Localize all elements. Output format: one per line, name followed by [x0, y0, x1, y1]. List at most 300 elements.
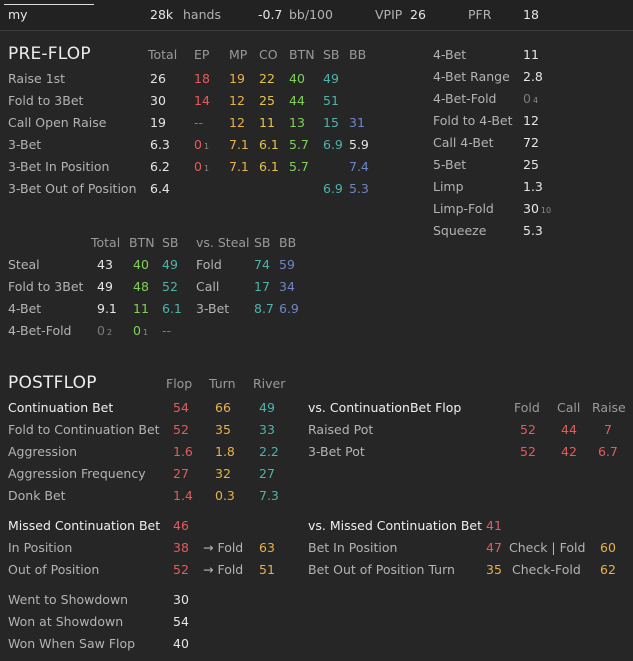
steal-cell[interactable] [162, 323, 171, 339]
preflop-right-value-text: 5.3 [523, 223, 543, 238]
vs-missed-row-v2-text: 62 [600, 562, 616, 577]
preflop-cell-text: 22 [259, 71, 275, 86]
showdown-value[interactable] [173, 592, 189, 608]
preflop-cell[interactable] [150, 137, 170, 153]
preflop-right-value[interactable] [523, 157, 539, 173]
preflop-cell-text: 0 [194, 159, 202, 174]
vs-cbet-fold-text: 52 [520, 444, 536, 459]
missed-row-arrow [203, 540, 243, 556]
vs-cbet-fold[interactable] [520, 422, 536, 438]
preflop-cell-text: 19 [229, 71, 245, 86]
preflop-right-label-text: Fold to 4-Bet [433, 113, 513, 128]
vs-cbet-raise[interactable] [598, 444, 618, 460]
preflop-cell[interactable] [194, 71, 210, 87]
vs-steal-row-label-text: 3-Bet [196, 301, 230, 316]
steal-header-total [91, 235, 120, 251]
vs-cbet-call-text: 42 [561, 444, 577, 459]
postflop-cell-text: 27 [173, 466, 189, 481]
preflop-cell[interactable] [259, 93, 275, 109]
missed-row-value-text: 38 [173, 540, 189, 555]
showdown-label-text: Won When Saw Flop [8, 636, 136, 651]
vs-missed-title-text: vs. Missed Continuation Bet [308, 518, 482, 533]
preflop-cell-text: 13 [289, 115, 305, 130]
postflop-cell[interactable] [173, 422, 189, 438]
postflop-cell-text: 27 [259, 466, 275, 481]
preflop-header-mp-text: MP [229, 47, 248, 62]
preflop-right-label-text: Squeeze [433, 223, 487, 238]
preflop-cell[interactable] [229, 159, 249, 175]
missed-row-arrow-text: → Fold [203, 562, 244, 577]
preflop-cell[interactable] [289, 137, 309, 153]
postflop-row-label[interactable] [8, 400, 113, 416]
postflop-cell[interactable] [215, 400, 231, 416]
postflop-cell-text: 66 [215, 400, 231, 415]
missed-row-fold-value-text: 63 [259, 540, 275, 555]
preflop-cell[interactable] [150, 159, 170, 175]
postflop-row-label[interactable] [8, 488, 66, 504]
postflop-cell-text: 0.3 [215, 488, 235, 503]
preflop-cell[interactable] [194, 159, 209, 177]
vs-steal-header-text: SB [254, 235, 271, 250]
steal-cell[interactable] [133, 257, 149, 273]
postflop-cell[interactable] [215, 422, 231, 438]
preflop-cell-text: 12 [229, 93, 245, 108]
vs-missed-row-mid-text: Check | Fold [509, 540, 586, 555]
vs-missed-row-label[interactable] [308, 562, 455, 578]
preflop-cell[interactable] [194, 115, 203, 131]
postflop-cell[interactable] [173, 466, 189, 482]
preflop-cell-text: 5.3 [349, 181, 369, 196]
vs-cbet-raise-text: 6.7 [598, 444, 618, 459]
postflop-header-river [253, 376, 285, 392]
preflop-cell[interactable] [229, 115, 245, 131]
vs-steal-bb[interactable] [279, 257, 295, 273]
postflop-row-label-text: Aggression Frequency [8, 466, 146, 481]
postflop-cell[interactable] [259, 488, 279, 504]
preflop-right-label[interactable] [433, 91, 497, 107]
postflop-row-label[interactable] [8, 422, 160, 438]
missed-row-fold-value[interactable] [259, 540, 275, 556]
preflop-right-value-text: 25 [523, 157, 539, 172]
postflop-cell[interactable] [173, 400, 189, 416]
steal-cell-text: 40 [133, 257, 149, 272]
vs-cbet-fold[interactable] [520, 444, 536, 460]
preflop-cell-text: 15 [323, 115, 339, 130]
preflop-header-total-text: Total [148, 47, 178, 62]
steal-cell-sample-size: 1 [142, 328, 149, 337]
vs-steal-row-label[interactable] [196, 301, 229, 317]
steal-header-sb-text: SB [162, 235, 179, 250]
preflop-cell-text: 6.3 [150, 137, 170, 152]
steal-cell[interactable] [133, 301, 149, 317]
steal-cell[interactable] [97, 257, 113, 273]
preflop-cell-text: 6.4 [150, 181, 170, 196]
preflop-right-value[interactable] [523, 47, 539, 63]
vs-steal-bb[interactable] [279, 301, 299, 317]
postflop-cell-text: 1.6 [173, 444, 193, 459]
preflop-cell[interactable] [194, 93, 210, 109]
preflop-cell[interactable] [289, 93, 305, 109]
preflop-cell-text: 7.1 [229, 137, 249, 152]
steal-row-label-text: 4-Bet-Fold [8, 323, 72, 338]
postflop-row-label[interactable] [8, 444, 77, 460]
preflop-right-label[interactable] [433, 201, 494, 217]
preflop-cell-text: 12 [229, 115, 245, 130]
steal-header-sb [162, 235, 179, 251]
preflop-right-label[interactable] [433, 113, 512, 129]
preflop-right-label-text: 4-Bet [433, 47, 467, 62]
postflop-cell-text: 54 [173, 400, 189, 415]
preflop-cell-text: 0 [194, 137, 202, 152]
preflop-cell[interactable] [289, 159, 309, 175]
preflop-cell[interactable] [150, 93, 166, 109]
vs-cbet-title-text: vs. ContinuationBet Flop [308, 400, 462, 415]
vpip-value: 26 [410, 7, 426, 22]
steal-cell-text: -- [162, 323, 172, 338]
steal-cell-text: 49 [97, 279, 113, 294]
vs-cbet-raise-text: 7 [604, 422, 612, 437]
steal-cell[interactable] [97, 323, 112, 341]
preflop-right-label-text: 4-Bet-Fold [433, 91, 497, 106]
missed-row-label-text: Out of Position [8, 562, 100, 577]
vs-missed-value-text: 41 [486, 518, 502, 533]
preflop-header-co [259, 47, 278, 63]
postflop-cell[interactable] [215, 466, 231, 482]
missed-row-label[interactable] [8, 562, 99, 578]
postflop-cell[interactable] [215, 488, 235, 504]
showdown-value-text: 40 [173, 636, 189, 651]
preflop-cell[interactable] [229, 93, 245, 109]
vs-missed-row-v2-text: 60 [600, 540, 616, 555]
vs-cbet-call[interactable] [561, 444, 577, 460]
preflop-right-value[interactable] [523, 113, 539, 129]
vs-missed-row-v2[interactable] [600, 562, 616, 578]
steal-header-btn-text: BTN [129, 235, 155, 250]
vs-steal-bb-text: 59 [279, 257, 295, 272]
postflop-cell-text: 1.8 [215, 444, 235, 459]
preflop-cell-text: 18 [194, 71, 210, 86]
vs-steal-bb-text: 6.9 [279, 301, 299, 316]
postflop-cell-text: 2.2 [259, 444, 279, 459]
preflop-cell-text: 6.9 [323, 137, 343, 152]
steal-cell-text: 11 [133, 301, 149, 316]
preflop-cell-text: -- [194, 115, 204, 130]
steal-cell-text: 9.1 [97, 301, 117, 316]
preflop-right-value[interactable] [523, 179, 543, 195]
missed-row-arrow-text: → Fold [203, 540, 244, 555]
pfr-value: 18 [523, 7, 539, 22]
vs-missed-row-mid [509, 540, 585, 556]
vs-missed-row-label-text: Bet In Position [308, 540, 398, 555]
vs-missed-title [308, 518, 482, 534]
missed-row-value-text: 52 [173, 562, 189, 577]
vs-cbet-row-label-text: 3-Bet Pot [308, 444, 365, 459]
vs-steal-header-text: BB [279, 235, 297, 250]
hands-value: 28k [150, 7, 174, 22]
steal-cell-text: 43 [97, 257, 113, 272]
missed-row-fold-value-text: 51 [259, 562, 275, 577]
vs-steal-header-text: vs. Steal [196, 235, 250, 250]
preflop-right-value[interactable] [523, 223, 543, 239]
missed-row-fold-value[interactable] [259, 562, 275, 578]
preflop-right-value[interactable] [523, 91, 538, 109]
steal-header-total-text: Total [91, 235, 121, 250]
postflop-cell[interactable] [259, 400, 275, 416]
steal-row-label-text: Steal [8, 257, 40, 272]
preflop-row-label[interactable] [8, 71, 65, 87]
vs-cbet-row-label[interactable] [308, 422, 373, 438]
showdown-label[interactable] [8, 636, 135, 652]
preflop-cell[interactable] [150, 115, 166, 131]
steal-cell-text: 0 [97, 323, 105, 338]
preflop-right-value[interactable] [523, 201, 551, 219]
preflop-row-label[interactable] [8, 159, 109, 175]
showdown-value-text: 30 [173, 592, 189, 607]
postflop-header-river-text: River [253, 376, 286, 391]
postflop-cell[interactable] [259, 422, 275, 438]
preflop-cell-text: 14 [194, 93, 210, 108]
preflop-right-value-sample-size: 4 [532, 96, 539, 105]
steal-row-label[interactable] [8, 279, 83, 295]
preflop-header-ep-text: EP [194, 47, 210, 62]
preflop-row-label-text: Raise 1st [8, 71, 66, 86]
preflop-cell-text: 26 [150, 71, 166, 86]
vs-missed-row-value[interactable] [486, 540, 502, 556]
steal-header-btn [129, 235, 155, 251]
preflop-right-value[interactable] [523, 69, 543, 85]
postflop-cell[interactable] [259, 444, 279, 460]
preflop-cell-text: 7.4 [349, 159, 369, 174]
preflop-cell[interactable] [150, 71, 166, 87]
vs-cbet-header [592, 400, 626, 416]
vs-missed-row-label[interactable] [308, 540, 397, 556]
vs-steal-row-label[interactable] [196, 279, 219, 295]
postflop-cell[interactable] [259, 466, 275, 482]
vs-cbet-call[interactable] [561, 422, 577, 438]
vs-steal-sb-text: 74 [254, 257, 270, 272]
preflop-header-sb-text: SB [323, 47, 340, 62]
steal-cell-text: 52 [162, 279, 178, 294]
preflop-cell[interactable] [259, 71, 275, 87]
bb100-label: bb/100 [289, 7, 333, 22]
missed-cbet-title-text: Missed Continuation Bet [8, 518, 161, 533]
vpip-label: VPIP [375, 7, 403, 22]
showdown-value[interactable] [173, 636, 189, 652]
steal-row-label[interactable] [8, 323, 72, 339]
missed-row-value[interactable] [173, 562, 189, 578]
preflop-right-value-text: 12 [523, 113, 539, 128]
preflop-right-value[interactable] [523, 135, 539, 151]
preflop-right-value-text: 11 [523, 47, 539, 62]
vs-steal-bb[interactable] [279, 279, 295, 295]
missed-row-value[interactable] [173, 540, 189, 556]
postflop-header-flop-text: Flop [166, 376, 193, 391]
preflop-row-label-text: 3-Bet Out of Position [8, 181, 137, 196]
vs-cbet-title [308, 400, 461, 416]
preflop-right-value-text: 72 [523, 135, 539, 150]
preflop-cell[interactable] [323, 137, 343, 153]
preflop-header-total [148, 47, 177, 63]
preflop-cell-text: 6.1 [259, 159, 279, 174]
preflop-cell-text: 5.9 [349, 137, 369, 152]
preflop-row-label[interactable] [8, 181, 137, 197]
vs-steal-bb-text: 34 [279, 279, 295, 294]
postflop-cell-text: 7.3 [259, 488, 279, 503]
showdown-label[interactable] [8, 592, 128, 608]
preflop-right-value-sample-size: 10 [540, 206, 552, 215]
missed-cbet-value-text: 46 [173, 518, 189, 533]
vs-missed-row-mid-text: Check-Fold [512, 562, 581, 577]
preflop-cell-text: 5.7 [289, 159, 309, 174]
showdown-label-text: Won at Showdown [8, 614, 124, 629]
preflop-cell-text: 44 [289, 93, 305, 108]
preflop-row-label-text: 3-Bet [8, 137, 42, 152]
steal-cell[interactable] [97, 301, 117, 317]
preflop-cell[interactable] [349, 159, 369, 175]
showdown-label-text: Went to Showdown [8, 592, 129, 607]
missed-cbet-title[interactable] [8, 518, 160, 534]
preflop-cell[interactable] [194, 137, 209, 155]
preflop-cell[interactable] [323, 93, 339, 109]
missed-cbet-value[interactable] [173, 518, 189, 534]
postflop-row-label[interactable] [8, 466, 146, 482]
preflop-header-mp [229, 47, 247, 63]
preflop-cell-text: 6.1 [259, 137, 279, 152]
vs-cbet-raise[interactable] [604, 422, 612, 438]
preflop-right-label-text: Limp [433, 179, 464, 194]
vs-missed-row-value-text: 47 [486, 540, 502, 555]
vs-missed-row-label-text: Bet Out of Position Turn [308, 562, 455, 577]
steal-cell[interactable] [162, 257, 178, 273]
showdown-label[interactable] [8, 614, 123, 630]
preflop-cell[interactable] [289, 71, 305, 87]
preflop-cell[interactable] [259, 137, 279, 153]
steal-cell[interactable] [133, 279, 149, 295]
preflop-cell[interactable] [323, 181, 343, 197]
steal-cell[interactable] [97, 279, 113, 295]
preflop-cell[interactable] [289, 115, 305, 131]
postflop-title: POSTFLOP [8, 373, 97, 393]
preflop-cell-text: 7.1 [229, 159, 249, 174]
preflop-header-co-text: CO [259, 47, 278, 62]
preflop-right-label-text: Call 4-Bet [433, 135, 494, 150]
preflop-right-label[interactable] [433, 223, 486, 239]
steal-cell-text: 0 [133, 323, 141, 338]
steal-cell[interactable] [133, 323, 148, 341]
steal-cell[interactable] [162, 279, 178, 295]
pfr-label: PFR [468, 7, 492, 22]
preflop-right-label[interactable] [433, 179, 464, 195]
preflop-cell-text: 40 [289, 71, 305, 86]
preflop-cell-text: 49 [323, 71, 339, 86]
missed-row-label-text: In Position [8, 540, 73, 555]
player-name[interactable]: my [8, 7, 28, 22]
preflop-cell[interactable] [259, 159, 279, 175]
preflop-cell[interactable] [349, 115, 365, 131]
steal-row-label-text: 4-Bet [8, 301, 42, 316]
preflop-cell[interactable] [150, 181, 170, 197]
tab-underline [4, 4, 94, 5]
preflop-row-label-text: Fold to 3Bet [8, 93, 84, 108]
preflop-right-label[interactable] [433, 47, 466, 63]
preflop-cell[interactable] [323, 71, 339, 87]
vs-steal-sb[interactable] [254, 257, 270, 273]
postflop-cell[interactable] [173, 444, 193, 460]
vs-missed-value[interactable] [486, 518, 502, 534]
showdown-value[interactable] [173, 614, 189, 630]
preflop-cell[interactable] [349, 181, 369, 197]
vs-steal-sb-text: 8.7 [254, 301, 274, 316]
steal-cell[interactable] [162, 301, 182, 317]
postflop-cell-text: 32 [215, 466, 231, 481]
bb100-value: -0.7 [258, 7, 283, 22]
vs-steal-sb[interactable] [254, 301, 274, 317]
vs-steal-header [196, 235, 250, 251]
preflop-cell[interactable] [323, 115, 339, 131]
preflop-cell[interactable] [349, 137, 369, 153]
postflop-cell-text: 52 [173, 422, 189, 437]
preflop-right-label[interactable] [433, 157, 466, 173]
preflop-right-label[interactable] [433, 69, 510, 85]
preflop-header-btn-text: BTN [289, 47, 315, 62]
vs-missed-row-value-text: 35 [486, 562, 502, 577]
preflop-cell[interactable] [229, 137, 249, 153]
preflop-right-label[interactable] [433, 135, 494, 151]
preflop-cell-text: 31 [349, 115, 365, 130]
vs-cbet-header-text: Call [557, 400, 581, 415]
vs-steal-sb[interactable] [254, 279, 270, 295]
vs-cbet-header [514, 400, 540, 416]
preflop-cell[interactable] [259, 115, 275, 131]
postflop-cell[interactable] [173, 488, 193, 504]
vs-cbet-row-label-text: Raised Pot [308, 422, 374, 437]
hands-label: hands [183, 7, 221, 22]
preflop-cell[interactable] [229, 71, 245, 87]
preflop-right-label-text: 4-Bet Range [433, 69, 510, 84]
preflop-cell-text: 25 [259, 93, 275, 108]
vs-missed-row-value[interactable] [486, 562, 502, 578]
preflop-cell-text: 51 [323, 93, 339, 108]
steal-row-label[interactable] [8, 257, 40, 273]
postflop-cell[interactable] [215, 444, 235, 460]
postflop-header-turn-text: Turn [209, 376, 236, 391]
preflop-right-value-text: 1.3 [523, 179, 543, 194]
preflop-row-label[interactable] [8, 137, 41, 153]
vs-cbet-call-text: 44 [561, 422, 577, 437]
vs-missed-row-v2[interactable] [600, 540, 616, 556]
preflop-cell-sample-size: 1 [203, 142, 210, 151]
preflop-header-bb-text: BB [349, 47, 367, 62]
steal-row-label[interactable] [8, 301, 41, 317]
preflop-header-sb [323, 47, 340, 63]
preflop-right-label-text: 5-Bet [433, 157, 467, 172]
postflop-row-label-text: Fold to Continuation Bet [8, 422, 160, 437]
preflop-header-btn [289, 47, 315, 63]
vs-steal-row-label-text: Fold [196, 257, 222, 272]
vs-cbet-header [557, 400, 580, 416]
steal-cell-text: 49 [162, 257, 178, 272]
preflop-right-value-text: 30 [523, 201, 539, 216]
vs-steal-row-label[interactable] [196, 257, 222, 273]
missed-row-label[interactable] [8, 540, 72, 556]
preflop-row-label[interactable] [8, 115, 106, 131]
steal-row-label-text: Fold to 3Bet [8, 279, 84, 294]
vs-steal-header [254, 235, 271, 251]
preflop-cell-text: 30 [150, 93, 166, 108]
preflop-row-label[interactable] [8, 93, 83, 109]
vs-cbet-row-label[interactable] [308, 444, 365, 460]
preflop-header-bb [349, 47, 366, 63]
